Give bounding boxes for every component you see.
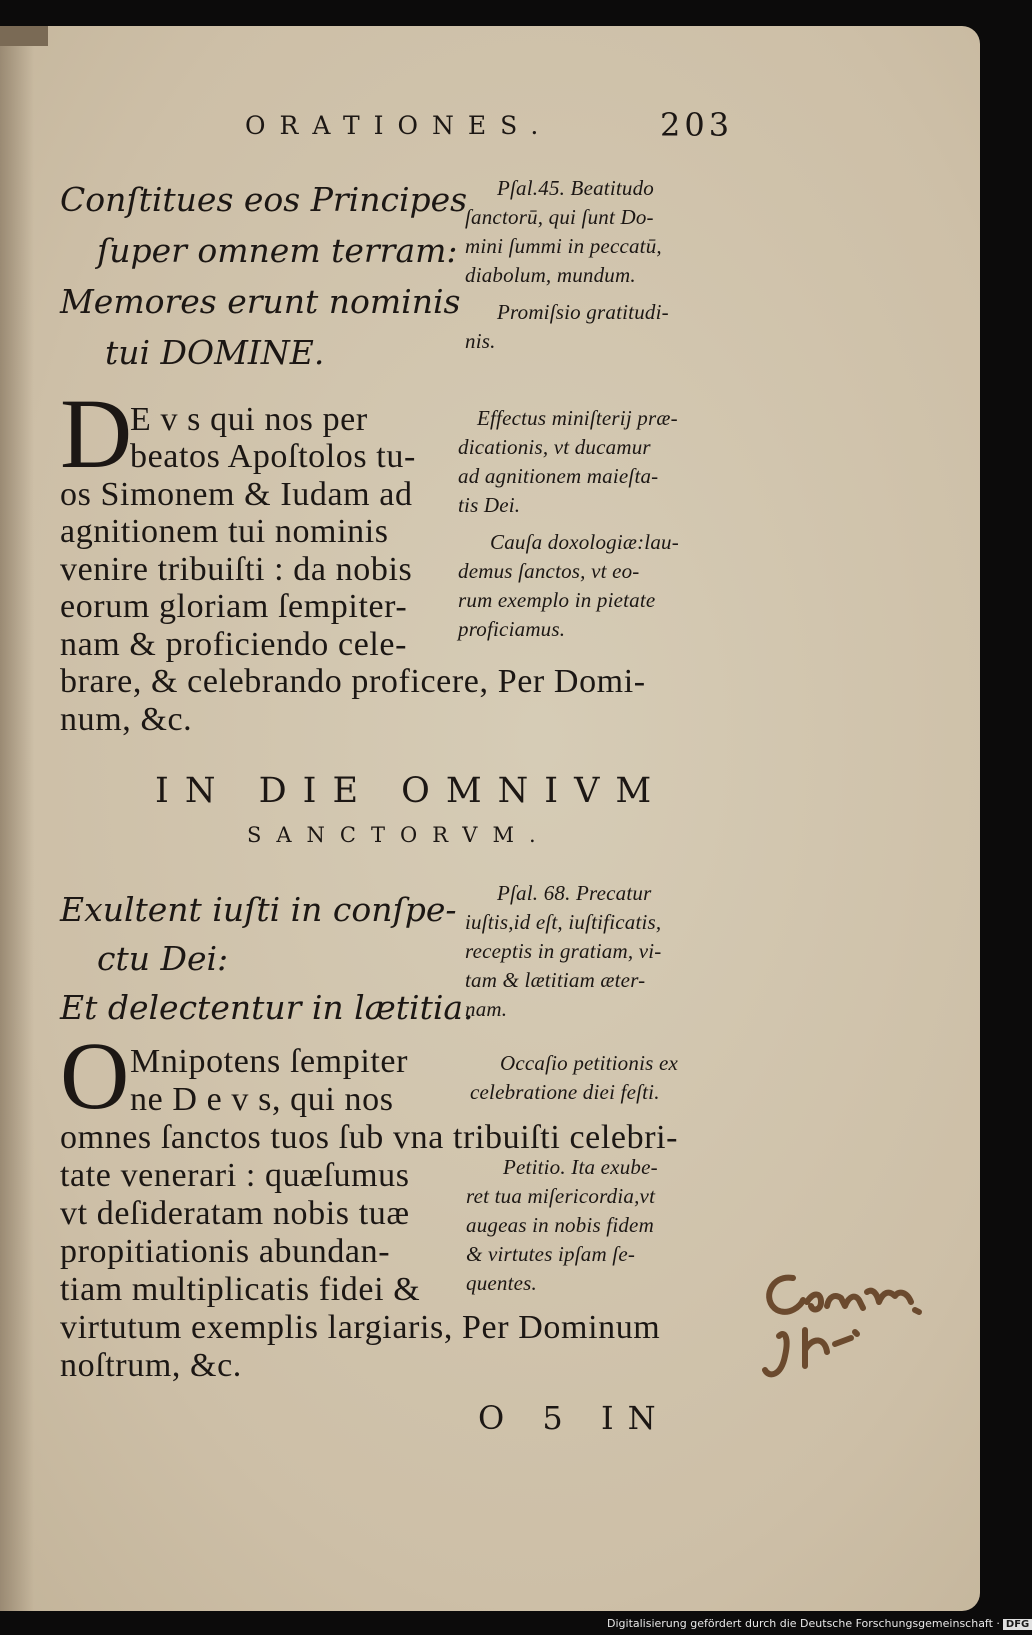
margin-note: Cauſa doxologiæ:lau- <box>490 530 679 554</box>
margin-note: & virtutes ipſam ſe- <box>466 1242 636 1266</box>
verse-line: Conſtitues eos Principes <box>60 180 468 219</box>
verse-line: ctu Dei: <box>97 939 229 978</box>
book-page <box>0 26 980 1611</box>
credit-text: Digitalisierung gefördert durch die Deutsche Forschungsgemeinschaft · <box>607 1617 1000 1630</box>
margin-note: Promiſsio gratitudi- <box>497 300 669 324</box>
prayer-line: brare, & celebrando proficere, Per Domi- <box>60 663 646 700</box>
margin-note: ſanctorū, qui ſunt Do- <box>465 205 654 229</box>
prayer-line: ne D e v s, qui nos <box>130 1081 394 1118</box>
digitization-credit <box>607 1617 1032 1630</box>
margin-note: dicationis, vt ducamur <box>458 435 651 459</box>
running-title: ORATIONES. <box>245 111 553 140</box>
margin-note: celebratione diei feſti. <box>470 1080 660 1104</box>
handwritten-annotation <box>755 1266 945 1406</box>
prayer-line: propitiationis abundan- <box>60 1233 391 1270</box>
feast-subtitle: SANCTORVM. <box>247 823 551 847</box>
folio-number: 203 <box>660 106 734 144</box>
prayer-line: noſtrum, &c. <box>60 1347 242 1384</box>
catchword-signature: O 5 IN <box>478 1399 670 1437</box>
verse-line: ſuper omnem terram: <box>97 231 458 270</box>
prayer-line: beatos Apoſtolos tu- <box>130 438 416 475</box>
margin-note: tam & lætitiam æter- <box>465 968 646 992</box>
feast-title: IN DIE OMNIVM <box>155 771 668 811</box>
verse-line: Memores erunt nominis <box>60 282 461 321</box>
margin-note: nam. <box>465 997 508 1021</box>
margin-note: augeas in nobis fidem <box>466 1213 654 1237</box>
dfg-logo: DFG <box>1003 1619 1032 1630</box>
margin-note: mini ſummi in peccatū, <box>465 234 662 258</box>
margin-note: tis Dei. <box>458 493 521 517</box>
page-corner-stain <box>0 26 48 46</box>
margin-note: iuſtis,id eſt, iuſtificatis, <box>465 910 662 934</box>
drop-capital: D <box>60 378 133 489</box>
prayer-line: vt deſideratam nobis tuæ <box>60 1195 410 1232</box>
margin-note: ret tua miſericordia,vt <box>466 1184 656 1208</box>
prayer-line: num, &c. <box>60 701 193 738</box>
margin-note: diabolum, mundum. <box>465 263 636 287</box>
prayer-line: tiam multiplicatis fidei & <box>60 1271 421 1308</box>
verse-line: Et delectentur in lætitia. <box>60 988 474 1027</box>
page-spine-shadow <box>0 26 34 1611</box>
margin-note: quentes. <box>466 1271 537 1295</box>
margin-note: Petitio. Ita exube- <box>503 1155 658 1179</box>
margin-note: Pſal.45. Beatitudo <box>497 176 654 200</box>
prayer-line: virtutum exemplis largiaris, Per Dominum <box>60 1309 661 1346</box>
margin-note: nis. <box>465 329 496 353</box>
margin-note: ad agnitionem maieſta- <box>458 464 659 488</box>
verse-line: Exultent iuſti in conſpe- <box>60 890 457 929</box>
prayer-line: nam & proficiendo cele- <box>60 626 408 663</box>
prayer-line: eorum gloriam ſempiter- <box>60 588 408 625</box>
margin-note: Effectus miniſterij præ- <box>477 406 678 430</box>
prayer-line: Mnipotens ſempiter <box>130 1043 409 1080</box>
prayer-line: venire tribuiſti : da nobis <box>60 551 413 588</box>
prayer-line: tate venerari : quæſumus <box>60 1157 410 1194</box>
prayer-line: E v s qui nos per <box>130 401 368 438</box>
margin-note: demus ſanctos, vt eo- <box>458 559 640 583</box>
verse-line: tui DOMINE. <box>105 333 325 372</box>
margin-note: proficiamus. <box>458 617 566 641</box>
prayer-line: os Simonem & Iudam ad <box>60 476 413 513</box>
prayer-line: agnitionem tui nominis <box>60 513 389 550</box>
margin-note: Pſal. 68. Precatur <box>497 881 652 905</box>
prayer-line: omnes ſanctos tuos ſub vna tribuiſti celebri- <box>60 1119 679 1156</box>
margin-note: rum exemplo in pietate <box>458 588 656 612</box>
drop-capital: O <box>60 1022 130 1129</box>
margin-note: Occaſio petitionis ex <box>500 1051 678 1075</box>
margin-note: receptis in gratiam, vi- <box>465 939 662 963</box>
